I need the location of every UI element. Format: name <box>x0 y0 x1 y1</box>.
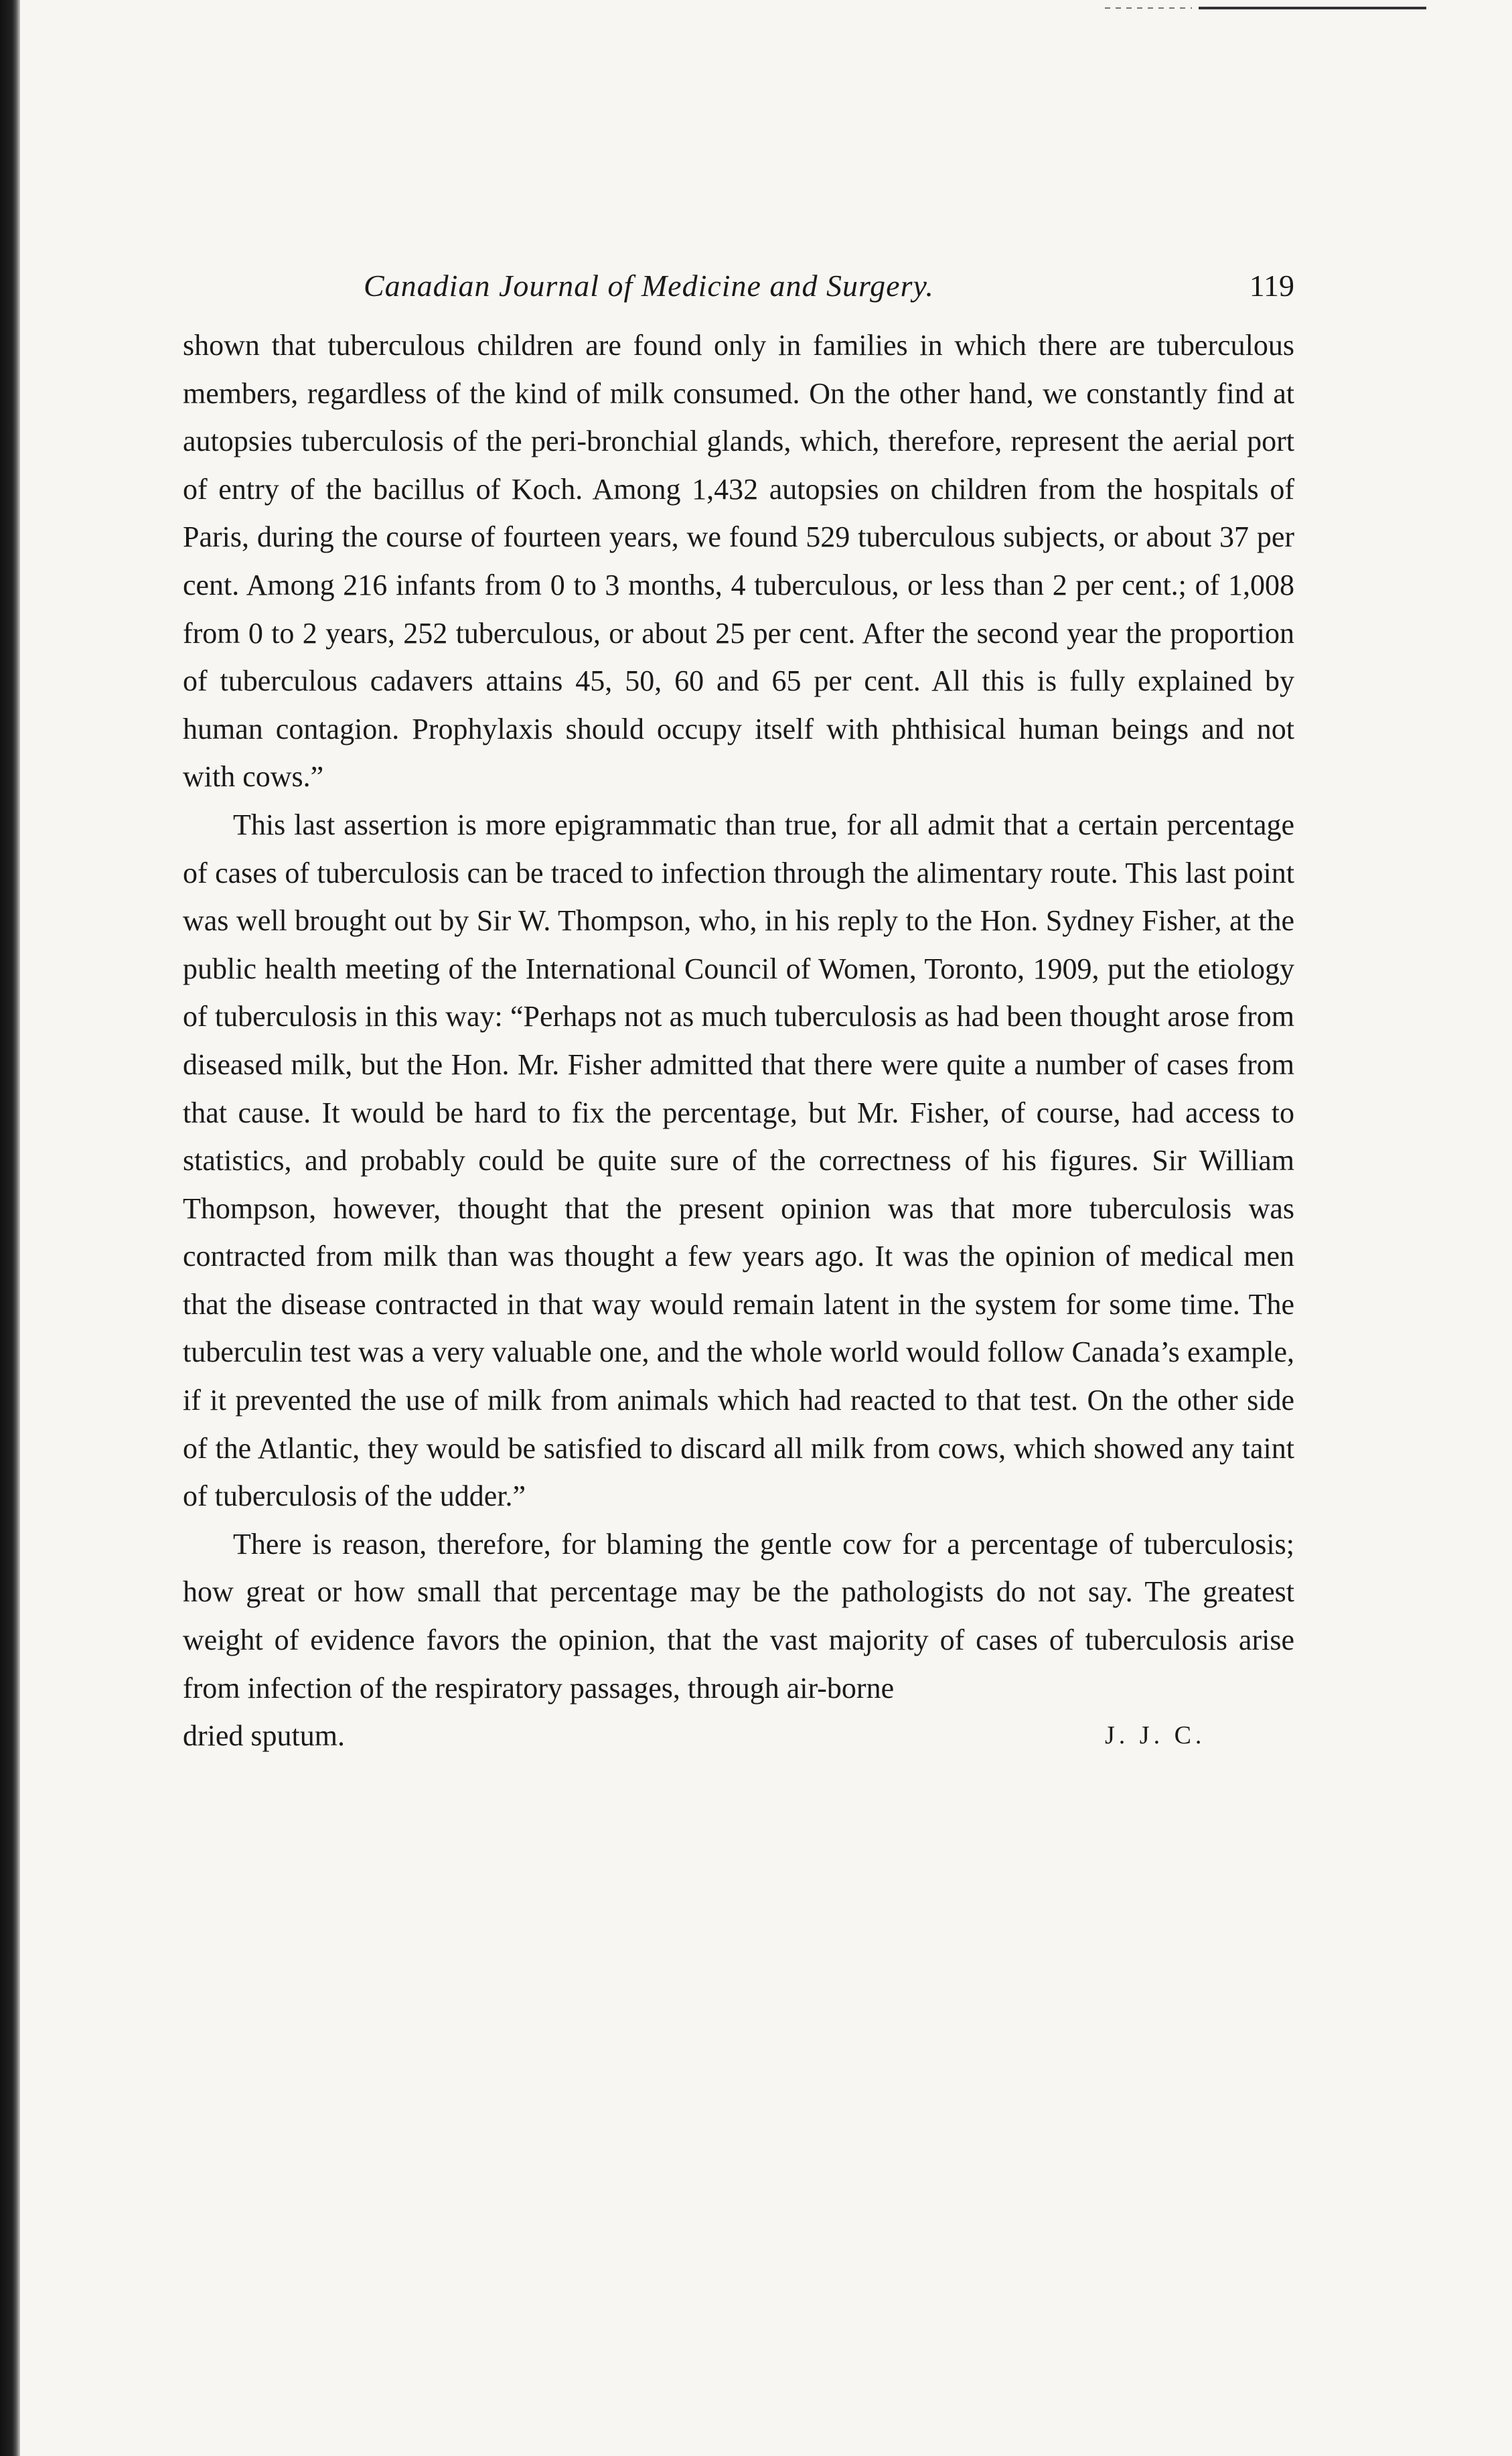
page-content <box>183 268 1294 1760</box>
journal-title: Canadian Journal of Medicine and Surgery. <box>364 269 934 303</box>
top-rule <box>1199 7 1426 9</box>
author-initials: J. J. C. <box>1105 1721 1206 1750</box>
page-number: 119 <box>1249 269 1294 303</box>
closing-line <box>183 1712 1294 1760</box>
article-body <box>183 321 1294 1760</box>
closing-words: dried sputum. <box>183 1719 345 1753</box>
page-binding-edge <box>0 0 20 2456</box>
top-rule-faint <box>1105 7 1192 9</box>
paragraph-1: shown that tuberculous children are found only in families in which there are tuberculous members, regardless of the kind of milk consumed. On the other hand, we constantly find at autopsies tuberculosis of the peri-bronchial glands, which, therefore, represent the aerial port of entry of the bacillus of Koch. Among 1,432 autopsies on children from the hospitals of Paris, during the course of fourteen years, we found 529 tuberculous subjects, or about 37 per cent. Among 216 infants from 0 to 3 months, 4 tuberculous, or less than 2 per cent.; of 1,008 from 0 to 2 years, 252 tuberculous, or about 25 per cent. After the second year the proportion of tuberculous cadavers attains 45, 50, 60 and 65 per cent. All this is fully explained by human contagion. Prophylaxis should occupy itself with phthisical human beings and not with cows.” <box>183 329 1294 794</box>
paragraph-3: There is reason, therefore, for blaming the gentle cow for a percentage of tuberculosis; how great or how small that percentage may be the pathologists do not say. The greatest weight of evidence favors the opinion, that the vast majority of cases of tuberculosis arise from infection of the respiratory passages, through air-borne <box>183 1527 1294 1705</box>
running-head <box>183 268 1294 321</box>
paragraph-2: This last assertion is more epigrammatic than true, for all admit that a certain percentage of cases of tuberculosis can be traced to infection through the alimentary route. This last point was well brought out by Sir W. Thompson, who, in his reply to the Hon. Sydney Fisher, at the public health meeting of the International Council of Women, Toronto, 1909, put the etiology of tuberculosis in this way: “Perhaps not as much tuberculosis as had been thought arose from diseased milk, but the Hon. Mr. Fisher admitted that there were quite a number of cases from that cause. It would be hard to fix the percentage, but Mr. Fisher, of course, had access to statistics, and probably could be quite sure of the correctness of his figures. Sir William Thompson, however, thought that the present opinion was that more tuberculosis was contracted from milk than was thought a few years ago. It was the opinion of medical men that the disease contracted in that way would remain latent in the system for some time. The tuberculin test was a very valuable one, and the whole world would follow Canada’s example, if it prevented the use of milk from animals which had reacted to that test. On the other side of the Atlantic, they would be satisfied to discard all milk from cows, which showed any taint of tuberculosis of the udder.” <box>183 808 1294 1513</box>
